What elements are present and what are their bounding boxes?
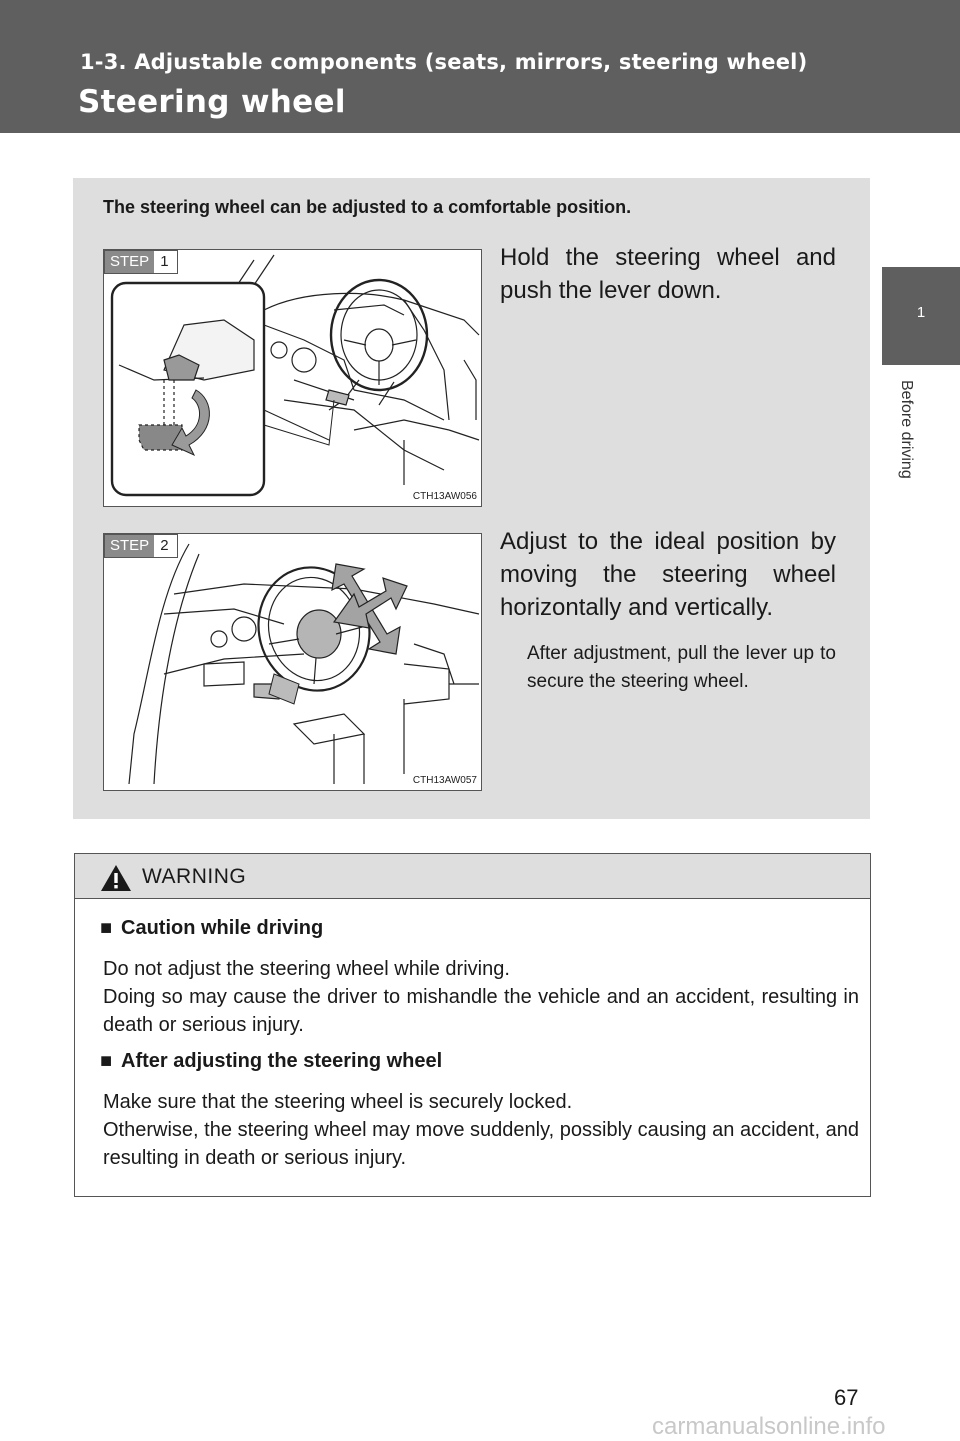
step2-text: Adjust to the ideal position by moving the steering wheel horizontally and vertically. [500, 528, 836, 621]
step1-badge-number: 1 [160, 253, 169, 270]
warning-header [75, 854, 870, 899]
bullet-2: ■ [100, 1050, 113, 1072]
warning-2-line1: Make sure that the steering wheel is securely locked. [103, 1091, 573, 1113]
section-title: 1-3. Adjustable components (seats, mirrors, steering wheel) [80, 50, 808, 74]
steering-lever-drawing [104, 250, 481, 506]
warning-heading-2-text: After adjusting the steering wheel [121, 1050, 443, 1072]
warning-triangle-icon [100, 864, 132, 892]
warning-heading-2 [100, 1050, 442, 1073]
step2-illustration [103, 533, 482, 791]
step2-figure-code: CTH13AW057 [412, 775, 477, 786]
steering-adjust-drawing [104, 534, 481, 790]
warning-1-line1: Do not adjust the steering wheel while driving. [103, 958, 510, 980]
chapter-label: Before driving [898, 380, 915, 479]
intro-text: The steering wheel can be adjusted to a comfortable position. [103, 197, 632, 217]
page-header [0, 0, 960, 133]
warning-1-line2: Doing so may cause the driver to mishandle the vehicle and an accident, resulting in death or serious injury. [103, 986, 859, 1036]
warning-heading-1 [100, 917, 323, 940]
step1-illustration [103, 249, 482, 507]
warning-heading-1-text: Caution while driving [121, 917, 324, 939]
watermark: carmanualsonline.info [652, 1413, 886, 1440]
step2-badge-word: STEP [105, 535, 154, 557]
bullet-1: ■ [100, 917, 113, 939]
step1-badge-word: STEP [105, 251, 154, 273]
chapter-tab [882, 267, 960, 365]
warning-para-1 [103, 955, 859, 1039]
warning-para-2 [103, 1088, 859, 1172]
chapter-label-wrap [893, 380, 915, 515]
page-title: Steering wheel [78, 84, 346, 120]
step1-text: Hold the steering wheel and push the lever down. [500, 244, 836, 304]
step2-badge-number: 2 [160, 537, 169, 554]
chapter-number: 1 [916, 304, 926, 321]
warning-title: WARNING [142, 865, 247, 888]
warning-2-line2: Otherwise, the steering wheel may move suddenly, possibly causing an accident, and resulting in death or serious injury. [103, 1119, 859, 1169]
page-number: 67 [834, 1385, 859, 1410]
step2-note: After adjustment, pull the lever up to secure the steering wheel. [527, 643, 836, 692]
step1-figure-code: CTH13AW056 [412, 491, 477, 502]
